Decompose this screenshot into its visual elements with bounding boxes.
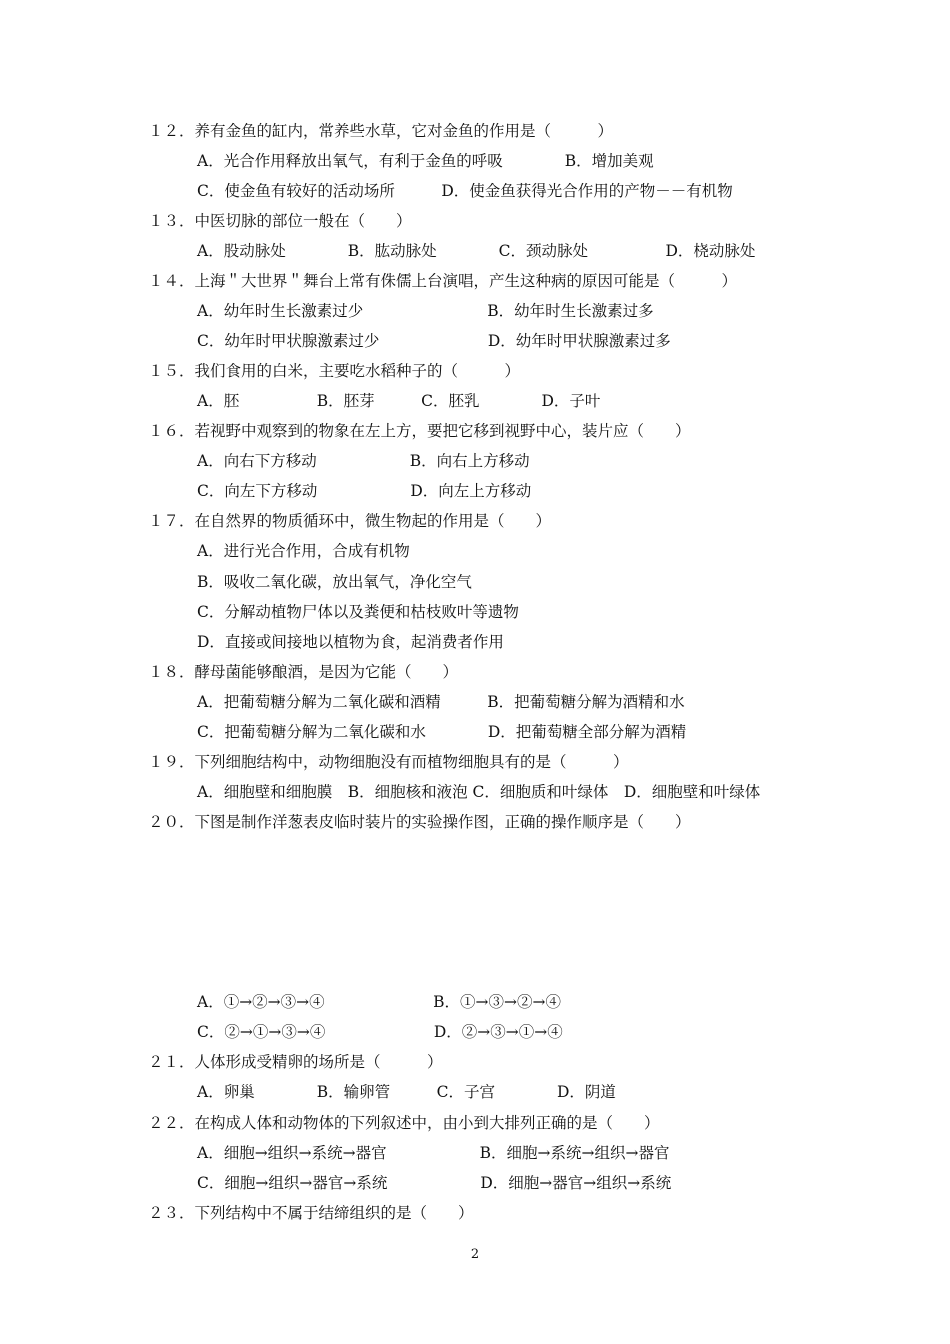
question-stem: ２１．人体形成受精卵的场所是（ ） — [148, 1053, 443, 1071]
answer-options: A．向右下方移动 B．向右上方移动 — [197, 452, 530, 470]
question-stem: １６．若视野中观察到的物象在左上方，要把它移到视野中心，装片应（ ） — [148, 422, 691, 440]
question-stem: １３．中医切脉的部位一般在（ ） — [148, 212, 412, 230]
answer-options: A．股动脉处 B．肱动脉处 C．颈动脉处 D．桡动脉处 — [197, 242, 756, 260]
question-stem: ２０．下图是制作洋葱表皮临时装片的实验操作图，正确的操作顺序是（ ） — [148, 813, 691, 831]
answer-options: C．幼年时甲状腺激素过少 D．幼年时甲状腺激素过多 — [197, 332, 671, 350]
question-stem: １７．在自然界的物质循环中，微生物起的作用是（ ） — [148, 512, 552, 530]
answer-options: C．分解动植物尸体以及粪便和枯枝败叶等遗物 — [197, 603, 519, 621]
question-stem: ２２．在构成人体和动物体的下列叙述中，由小到大排列正确的是（ ） — [148, 1114, 660, 1132]
answer-options: A．把葡萄糖分解为二氧化碳和酒精 B．把葡萄糖分解为酒精和水 — [197, 693, 685, 711]
answer-options: B．吸收二氧化碳，放出氧气，净化空气 — [197, 573, 472, 591]
answer-options: A．胚 B．胚芽 C．胚乳 D．子叶 — [197, 392, 601, 410]
answer-options: A．幼年时生长激素过少 B．幼年时生长激素过多 — [197, 302, 654, 320]
question-stem: １９．下列细胞结构中，动物细胞没有而植物细胞具有的是（ ） — [148, 753, 629, 771]
answer-options: A．细胞→组织→系统→器官 B．细胞→系统→组织→器官 — [197, 1144, 670, 1162]
answer-options: A．①→②→③→④ B．①→③→②→④ — [197, 993, 562, 1011]
question-stem: １８．酵母菌能够酿酒，是因为它能（ ） — [148, 663, 459, 681]
answer-options: C．使金鱼有较好的活动场所 D．使金鱼获得光合作用的产物－－有机物 — [197, 182, 733, 200]
answer-options: A．进行光合作用，合成有机物 — [197, 542, 410, 560]
answer-options: C．②→①→③→④ D．②→③→①→④ — [197, 1023, 563, 1041]
answer-options: A．卵巢 B．输卵管 C．子宫 D．阴道 — [197, 1083, 616, 1101]
answer-options: C．细胞→组织→器官→系统 D．细胞→器官→组织→系统 — [197, 1174, 672, 1192]
page-number: 2 — [470, 1247, 480, 1262]
answer-options: A．细胞壁和细胞膜 B．细胞核和液泡 C．细胞质和叶绿体 D．细胞壁和叶绿体 — [197, 783, 761, 801]
answer-options: C．向左下方移动 D．向左上方移动 — [197, 482, 532, 500]
question-stem: １２．养有金鱼的缸内，常养些水草，它对金鱼的作用是（ ） — [148, 122, 614, 140]
answer-options: A．光合作用释放出氧气，有利于金鱼的呼吸 B．增加美观 — [197, 152, 654, 170]
question-stem: １５．我们食用的白米，主要吃水稻种子的（ ） — [148, 362, 521, 380]
question-stem: １４．上海＂大世界＂舞台上常有侏儒上台演唱，产生这种病的原因可能是（ ） — [148, 272, 738, 290]
question-stem: ２３．下列结构中不属于结缔组织的是（ ） — [148, 1204, 474, 1222]
answer-options: C．把葡萄糖分解为二氧化碳和水 D．把葡萄糖全部分解为酒精 — [197, 723, 687, 741]
answer-options: D．直接或间接地以植物为食，起消费者作用 — [197, 633, 504, 651]
